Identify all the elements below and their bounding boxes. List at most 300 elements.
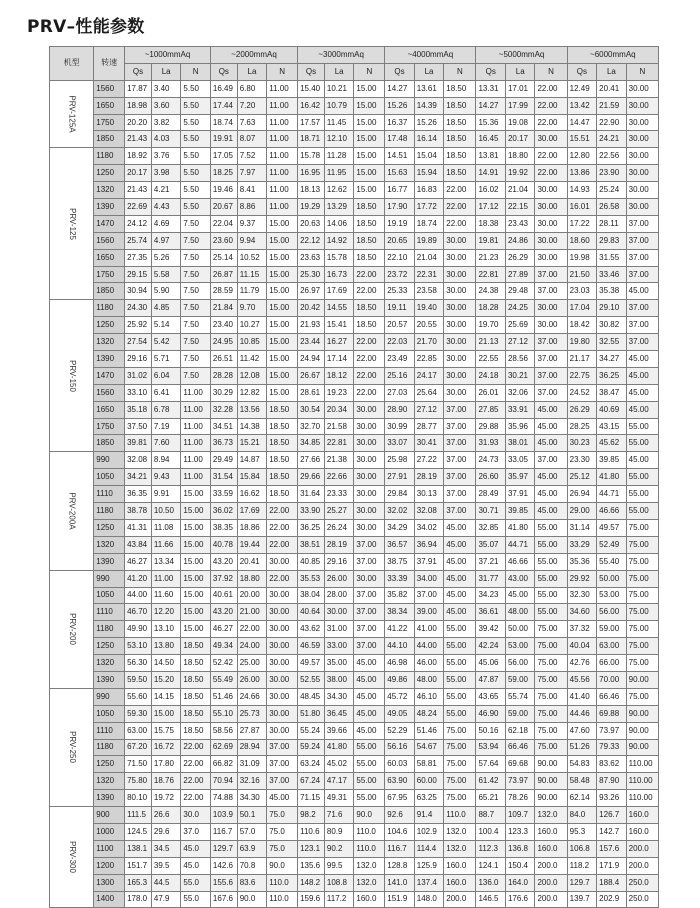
value-cell: 18.50 [181,655,211,672]
speed-cell: 1320 [94,773,125,790]
value-cell: 7.52 [237,148,267,165]
header-pressure-1000: ~1000mmAq [125,47,211,64]
value-cell: 17.69 [237,503,267,520]
value-cell: 24.12 [125,215,152,232]
value-cell: 75.00 [626,688,658,705]
value-cell: 132.0 [354,857,385,874]
table-row [50,148,659,165]
value-cell: 62.18 [505,722,535,739]
value-cell: 35.53 [298,570,325,587]
value-cell: 15.00 [181,519,211,536]
value-cell: 12.20 [151,604,181,621]
table-row [50,739,659,756]
value-cell: 13.34 [151,553,181,570]
value-cell: 151.7 [125,857,152,874]
value-cell: 14.91 [476,165,506,182]
value-cell: 22.00 [181,790,211,807]
value-cell: 15.00 [181,570,211,587]
value-cell: 7.97 [237,165,267,182]
header-qs: Qs [298,63,325,80]
value-cell: 63.00 [597,638,627,655]
value-cell: 22.00 [267,519,298,536]
value-cell: 11.00 [267,182,298,199]
value-cell: 90.00 [626,671,658,688]
value-cell: 6.78 [151,401,181,418]
value-cell: 46.98 [385,655,415,672]
value-cell: 20.20 [125,114,152,131]
value-cell: 102.9 [414,823,444,840]
value-cell: 129.7 [210,840,237,857]
value-cell: 41.80 [324,739,354,756]
value-cell: 21.04 [505,182,535,199]
value-cell: 95.3 [567,823,597,840]
value-cell: 51.46 [210,688,237,705]
table-row [50,131,659,148]
value-cell: 18.50 [181,722,211,739]
value-cell: 15.00 [354,148,385,165]
speed-cell: 1050 [94,705,125,722]
value-cell: 137.4 [414,874,444,891]
value-cell: 15.21 [237,435,267,452]
value-cell: 16.01 [567,199,597,216]
value-cell: 45.00 [626,283,658,300]
value-cell: 111.5 [125,807,152,824]
value-cell: 21.50 [567,266,597,283]
value-cell: 90.00 [535,790,567,807]
table-row [50,773,659,790]
value-cell: 22.04 [210,215,237,232]
value-cell: 30.00 [535,215,567,232]
value-cell: 4.03 [151,131,181,148]
value-cell: 11.00 [181,384,211,401]
value-cell: 45.00 [267,790,298,807]
value-cell: 132.0 [535,807,567,824]
value-cell: 5.50 [181,114,211,131]
value-cell: 57.0 [237,823,267,840]
value-cell: 10.50 [151,503,181,520]
value-cell: 31.64 [298,486,325,503]
value-cell: 5.14 [151,317,181,334]
value-cell: 75.00 [535,705,567,722]
value-cell: 13.10 [151,621,181,638]
value-cell: 39.00 [414,604,444,621]
value-cell: 136.0 [476,874,506,891]
value-cell: 25.73 [237,705,267,722]
value-cell: 23.63 [298,249,325,266]
value-cell: 18.74 [414,215,444,232]
table-row [50,232,659,249]
value-cell: 39.66 [324,722,354,739]
speed-cell: 1200 [94,857,125,874]
value-cell: 30.00 [535,131,567,148]
value-cell: 139.7 [567,891,597,908]
value-cell: 43.62 [298,621,325,638]
value-cell: 55.24 [298,722,325,739]
value-cell: 46.00 [414,655,444,672]
value-cell: 103.9 [210,807,237,824]
header-model: 机型 [50,47,94,81]
value-cell: 15.63 [385,165,415,182]
value-cell: 30.21 [505,367,535,384]
value-cell: 17.01 [505,80,535,97]
value-cell: 16.62 [237,486,267,503]
value-cell: 51.26 [567,739,597,756]
value-cell: 60.00 [414,773,444,790]
value-cell: 28.28 [210,367,237,384]
value-cell: 37.00 [267,756,298,773]
value-cell: 23.58 [414,283,444,300]
value-cell: 24.18 [476,367,506,384]
value-cell: 24.00 [237,638,267,655]
value-cell: 63.00 [125,722,152,739]
table-row [50,857,659,874]
value-cell: 106.8 [567,840,597,857]
table-row [50,671,659,688]
value-cell: 18.38 [476,215,506,232]
value-cell: 15.00 [181,486,211,503]
value-cell: 5.50 [181,148,211,165]
value-cell: 14.39 [414,97,444,114]
value-cell: 55.00 [535,587,567,604]
value-cell: 37.00 [414,587,444,604]
model-name: PRV-150 [67,359,77,392]
value-cell: 75.00 [626,519,658,536]
value-cell: 48.00 [505,604,535,621]
value-cell: 13.42 [567,97,597,114]
value-cell: 55.49 [210,671,237,688]
value-cell: 40.85 [298,553,325,570]
value-cell: 18.50 [267,435,298,452]
value-cell: 75.00 [444,773,476,790]
value-cell: 20.67 [210,199,237,216]
value-cell: 30.00 [444,283,476,300]
value-cell: 31.00 [324,621,354,638]
value-cell: 37.21 [476,553,506,570]
header-n: N [181,63,211,80]
value-cell: 22.00 [535,97,567,114]
value-cell: 37.92 [210,570,237,587]
value-cell: 75.00 [626,655,658,672]
value-cell: 11.00 [267,165,298,182]
value-cell: 39.85 [505,503,535,520]
value-cell: 55.00 [444,705,476,722]
value-cell: 160.0 [444,857,476,874]
value-cell: 11.00 [181,435,211,452]
value-cell: 15.00 [354,97,385,114]
value-cell: 66.82 [210,756,237,773]
value-cell: 27.35 [125,249,152,266]
value-cell: 19.91 [210,131,237,148]
value-cell: 110.6 [298,823,325,840]
value-cell: 50.1 [237,807,267,824]
model-cell [50,688,94,806]
header-speed: 转速 [94,47,125,81]
value-cell: 45.00 [535,486,567,503]
value-cell: 6.41 [151,384,181,401]
value-cell: 14.38 [237,418,267,435]
value-cell: 14.87 [237,452,267,469]
table-row [50,351,659,368]
value-cell: 18.50 [444,165,476,182]
value-cell: 110.0 [354,840,385,857]
value-cell: 34.02 [414,519,444,536]
value-cell: 30.99 [385,418,415,435]
value-cell: 16.83 [414,182,444,199]
value-cell: 31.14 [567,519,597,536]
value-cell: 30.29 [210,384,237,401]
value-cell: 75.00 [626,536,658,553]
value-cell: 30.00 [267,587,298,604]
value-cell: 28.19 [324,536,354,553]
value-cell: 30.13 [414,486,444,503]
value-cell: 30.00 [444,367,476,384]
value-cell: 46.70 [125,604,152,621]
value-cell: 49.86 [385,671,415,688]
value-cell: 28.25 [567,418,597,435]
speed-cell: 1560 [94,232,125,249]
value-cell: 22.15 [505,199,535,216]
value-cell: 75.00 [535,688,567,705]
value-cell: 25.00 [237,655,267,672]
value-cell: 75.00 [535,739,567,756]
value-cell: 49.05 [385,705,415,722]
value-cell: 45.00 [444,536,476,553]
value-cell: 75.00 [535,621,567,638]
value-cell: 109.7 [505,807,535,824]
value-cell: 110.0 [267,891,298,908]
value-cell: 5.50 [181,199,211,216]
value-cell: 53.10 [125,638,152,655]
value-cell: 100.4 [476,823,506,840]
value-cell: 142.7 [597,823,627,840]
value-cell: 75.00 [626,621,658,638]
model-cell [50,452,94,570]
model-cell [50,80,94,148]
value-cell: 34.30 [237,790,267,807]
value-cell: 40.64 [298,604,325,621]
value-cell: 29.84 [385,486,415,503]
value-cell: 55.74 [505,688,535,705]
value-cell: 21.23 [476,249,506,266]
table-row [50,621,659,638]
value-cell: 55.00 [626,435,658,452]
value-cell: 11.66 [151,536,181,553]
value-cell: 28.61 [298,384,325,401]
value-cell: 36.35 [125,486,152,503]
value-cell: 132.0 [354,874,385,891]
value-cell: 21.59 [597,97,627,114]
value-cell: 30.94 [125,283,152,300]
value-cell: 45.00 [444,587,476,604]
value-cell: 93.26 [597,790,627,807]
header-qs: Qs [567,63,597,80]
value-cell: 28.94 [237,739,267,756]
value-cell: 43.84 [125,536,152,553]
value-cell: 160.0 [626,807,658,824]
value-cell: 17.48 [385,131,415,148]
value-cell: 40.69 [597,401,627,418]
value-cell: 11.00 [181,401,211,418]
value-cell: 124.5 [125,823,152,840]
value-cell: 11.60 [151,587,181,604]
value-cell: 75.00 [444,790,476,807]
value-cell: 5.58 [151,266,181,283]
value-cell: 30.00 [535,249,567,266]
value-cell: 90.2 [324,840,354,857]
value-cell: 22.66 [324,469,354,486]
value-cell: 24.94 [298,351,325,368]
value-cell: 30.00 [267,655,298,672]
value-cell: 16.02 [476,182,506,199]
value-cell: 19.19 [385,215,415,232]
value-cell: 36.94 [414,536,444,553]
value-cell: 45.00 [444,570,476,587]
value-cell: 18.50 [354,215,385,232]
speed-cell: 1180 [94,739,125,756]
value-cell: 22.00 [267,570,298,587]
value-cell: 17.22 [567,215,597,232]
value-cell: 18.76 [151,773,181,790]
value-cell: 6.80 [237,80,267,97]
value-cell: 26.51 [210,351,237,368]
value-cell: 45.62 [597,435,627,452]
value-cell: 35.38 [597,283,627,300]
table-row [50,266,659,283]
value-cell: 14.15 [151,688,181,705]
value-cell: 55.00 [354,756,385,773]
value-cell: 22.00 [354,384,385,401]
value-cell: 15.00 [181,553,211,570]
value-cell: 44.10 [385,638,415,655]
header-qs: Qs [385,63,415,80]
value-cell: 10.27 [237,317,267,334]
value-cell: 11.00 [267,148,298,165]
speed-cell: 1400 [94,891,125,908]
value-cell: 30.54 [298,401,325,418]
value-cell: 14.92 [324,232,354,249]
value-cell: 18.50 [181,638,211,655]
value-cell: 35.18 [125,401,152,418]
value-cell: 37.00 [535,452,567,469]
value-cell: 17.69 [324,283,354,300]
value-cell: 75.00 [626,570,658,587]
value-cell: 110.00 [626,790,658,807]
value-cell: 21.43 [125,182,152,199]
value-cell: 30.41 [414,435,444,452]
value-cell: 14.27 [476,97,506,114]
value-cell: 22.00 [181,756,211,773]
value-cell: 75.00 [626,638,658,655]
value-cell: 18.74 [210,114,237,131]
value-cell: 33.05 [505,452,535,469]
value-cell: 165.3 [125,874,152,891]
value-cell: 15.40 [298,80,325,97]
value-cell: 22.00 [267,536,298,553]
value-cell: 5.50 [181,131,211,148]
value-cell: 21.38 [324,452,354,469]
value-cell: 75.00 [535,655,567,672]
value-cell: 17.12 [476,199,506,216]
header-pressure-2000: ~2000mmAq [210,47,297,64]
value-cell: 20.65 [385,232,415,249]
value-cell: 45.00 [505,587,535,604]
value-cell: 26.01 [476,384,506,401]
value-cell: 16.42 [298,97,325,114]
value-cell: 18.86 [237,519,267,536]
value-cell: 30.00 [354,435,385,452]
speed-cell: 1110 [94,604,125,621]
value-cell: 46.66 [597,503,627,520]
value-cell: 30.71 [476,503,506,520]
value-cell: 15.00 [267,351,298,368]
value-cell: 30.00 [535,182,567,199]
value-cell: 30.00 [535,199,567,216]
value-cell: 26.6 [151,807,181,824]
value-cell: 23.90 [597,165,627,182]
value-cell: 27.22 [414,452,444,469]
value-cell: 30.00 [354,486,385,503]
value-cell: 15.00 [267,232,298,249]
value-cell: 29.88 [476,418,506,435]
value-cell: 15.00 [267,215,298,232]
value-cell: 45.00 [626,384,658,401]
value-cell: 110.0 [354,823,385,840]
table-row [50,688,659,705]
table-row [50,114,659,131]
value-cell: 28.00 [324,587,354,604]
value-cell: 16.37 [385,114,415,131]
value-cell: 37.00 [535,266,567,283]
speed-cell: 1050 [94,469,125,486]
value-cell: 11.00 [267,97,298,114]
value-cell: 36.61 [476,604,506,621]
value-cell: 176.6 [505,891,535,908]
value-cell: 35.36 [567,553,597,570]
value-cell: 37.91 [414,553,444,570]
speed-cell: 1850 [94,131,125,148]
value-cell: 18.13 [298,182,325,199]
value-cell: 155.6 [210,874,237,891]
speed-cell: 990 [94,570,125,587]
value-cell: 159.6 [298,891,325,908]
value-cell: 14.27 [385,80,415,97]
value-cell: 45.00 [444,519,476,536]
value-cell: 11.00 [151,570,181,587]
value-cell: 45.00 [354,722,385,739]
value-cell: 38.01 [505,435,535,452]
value-cell: 41.22 [385,621,415,638]
value-cell: 15.78 [324,249,354,266]
value-cell: 41.80 [505,519,535,536]
table-row [50,215,659,232]
value-cell: 31.09 [237,756,267,773]
value-cell: 20.17 [125,165,152,182]
value-cell: 15.04 [414,148,444,165]
table-row [50,823,659,840]
value-cell: 23.40 [210,317,237,334]
value-cell: 15.00 [181,587,211,604]
value-cell: 7.20 [237,97,267,114]
value-cell: 11.00 [181,469,211,486]
value-cell: 25.64 [414,384,444,401]
value-cell: 31.77 [476,570,506,587]
value-cell: 57.64 [476,756,506,773]
value-cell: 7.63 [237,114,267,131]
value-cell: 45.72 [385,688,415,705]
speed-cell: 1650 [94,249,125,266]
speed-cell: 1250 [94,638,125,655]
value-cell: 22.00 [181,739,211,756]
